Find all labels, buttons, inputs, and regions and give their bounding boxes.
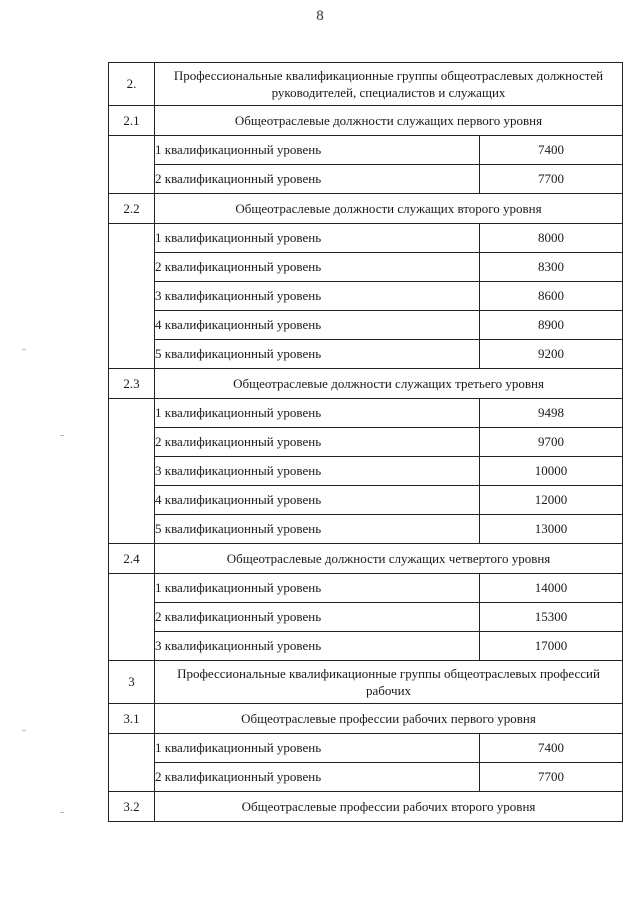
salary-value: 15300 <box>480 603 623 632</box>
section-title: Общеотраслевые должности служащих первого уровня <box>155 106 623 136</box>
section-header-row <box>109 194 623 224</box>
section-title: Общеотраслевые должности служащих четвертого уровня <box>155 544 623 574</box>
scan-mark <box>22 349 26 350</box>
salary-value: 13000 <box>480 515 623 544</box>
level-row <box>109 428 623 457</box>
qualification-level-label: 1 квалификационный уровень <box>155 734 480 763</box>
section-title: Профессиональные квалификационные группы общеотраслевых должностей руководителей, специалистов и служащих <box>155 63 623 106</box>
salary-value: 8600 <box>480 282 623 311</box>
qualification-level-label: 3 квалификационный уровень <box>155 632 480 661</box>
section-number-spacer <box>109 136 155 194</box>
page-number: 8 <box>316 8 324 24</box>
qualification-level-label: 2 квалификационный уровень <box>155 428 480 457</box>
section-header-row <box>109 661 623 704</box>
section-title: Общеотраслевые должности служащих третьего уровня <box>155 369 623 399</box>
scan-mark <box>60 812 64 813</box>
level-row <box>109 399 623 428</box>
section-number: 2. <box>109 63 155 106</box>
section-number: 2.2 <box>109 194 155 224</box>
level-row <box>109 224 623 253</box>
level-row <box>109 457 623 486</box>
section-number-spacer <box>109 224 155 369</box>
qualification-level-label: 3 квалификационный уровень <box>155 282 480 311</box>
level-row <box>109 763 623 792</box>
level-row <box>109 282 623 311</box>
section-header-row <box>109 106 623 136</box>
section-number: 2.4 <box>109 544 155 574</box>
section-number-spacer <box>109 399 155 544</box>
salary-value: 7700 <box>480 165 623 194</box>
qualification-level-label: 1 квалификационный уровень <box>155 574 480 603</box>
level-row <box>109 734 623 763</box>
section-number: 2.1 <box>109 106 155 136</box>
salary-value: 7700 <box>480 763 623 792</box>
level-row <box>109 340 623 369</box>
section-number-spacer <box>109 734 155 792</box>
qualification-level-label: 4 квалификационный уровень <box>155 486 480 515</box>
salary-value: 10000 <box>480 457 623 486</box>
level-row <box>109 486 623 515</box>
section-number: 3 <box>109 661 155 704</box>
level-row <box>109 632 623 661</box>
scan-mark <box>60 435 64 436</box>
qualification-level-label: 1 квалификационный уровень <box>155 399 480 428</box>
salary-table-body <box>109 63 623 822</box>
salary-value: 14000 <box>480 574 623 603</box>
salary-value: 7400 <box>480 136 623 165</box>
section-header-row <box>109 369 623 399</box>
salary-value: 17000 <box>480 632 623 661</box>
qualification-level-label: 2 квалификационный уровень <box>155 763 480 792</box>
section-number-spacer <box>109 574 155 661</box>
qualification-level-label: 2 квалификационный уровень <box>155 253 480 282</box>
level-row <box>109 165 623 194</box>
level-row <box>109 311 623 340</box>
salary-value: 8300 <box>480 253 623 282</box>
section-number: 3.2 <box>109 792 155 822</box>
section-number: 2.3 <box>109 369 155 399</box>
salary-value: 9700 <box>480 428 623 457</box>
qualification-level-label: 1 квалификационный уровень <box>155 224 480 253</box>
level-row <box>109 515 623 544</box>
section-title: Профессиональные квалификационные группы общеотраслевых профессий рабочих <box>155 661 623 704</box>
level-row <box>109 574 623 603</box>
section-title: Общеотраслевые профессии рабочих второго уровня <box>155 792 623 822</box>
qualification-level-label: 1 квалификационный уровень <box>155 136 480 165</box>
qualification-level-label: 4 квалификационный уровень <box>155 311 480 340</box>
section-number: 3.1 <box>109 704 155 734</box>
salary-value: 12000 <box>480 486 623 515</box>
salary-value: 9498 <box>480 399 623 428</box>
salary-value: 8000 <box>480 224 623 253</box>
qualification-level-label: 5 квалификационный уровень <box>155 340 480 369</box>
section-title: Общеотраслевые профессии рабочих первого уровня <box>155 704 623 734</box>
salary-value: 8900 <box>480 311 623 340</box>
level-row <box>109 253 623 282</box>
section-header-row <box>109 63 623 106</box>
section-title: Общеотраслевые должности служащих второго уровня <box>155 194 623 224</box>
qualification-level-label: 2 квалификационный уровень <box>155 165 480 194</box>
qualification-level-label: 3 квалификационный уровень <box>155 457 480 486</box>
level-row <box>109 136 623 165</box>
salary-value: 9200 <box>480 340 623 369</box>
scan-mark <box>22 730 26 731</box>
section-header-row <box>109 704 623 734</box>
qualification-level-label: 2 квалификационный уровень <box>155 603 480 632</box>
salary-value: 7400 <box>480 734 623 763</box>
qualification-level-label: 5 квалификационный уровень <box>155 515 480 544</box>
salary-table <box>108 62 623 822</box>
section-header-row <box>109 792 623 822</box>
section-header-row <box>109 544 623 574</box>
level-row <box>109 603 623 632</box>
